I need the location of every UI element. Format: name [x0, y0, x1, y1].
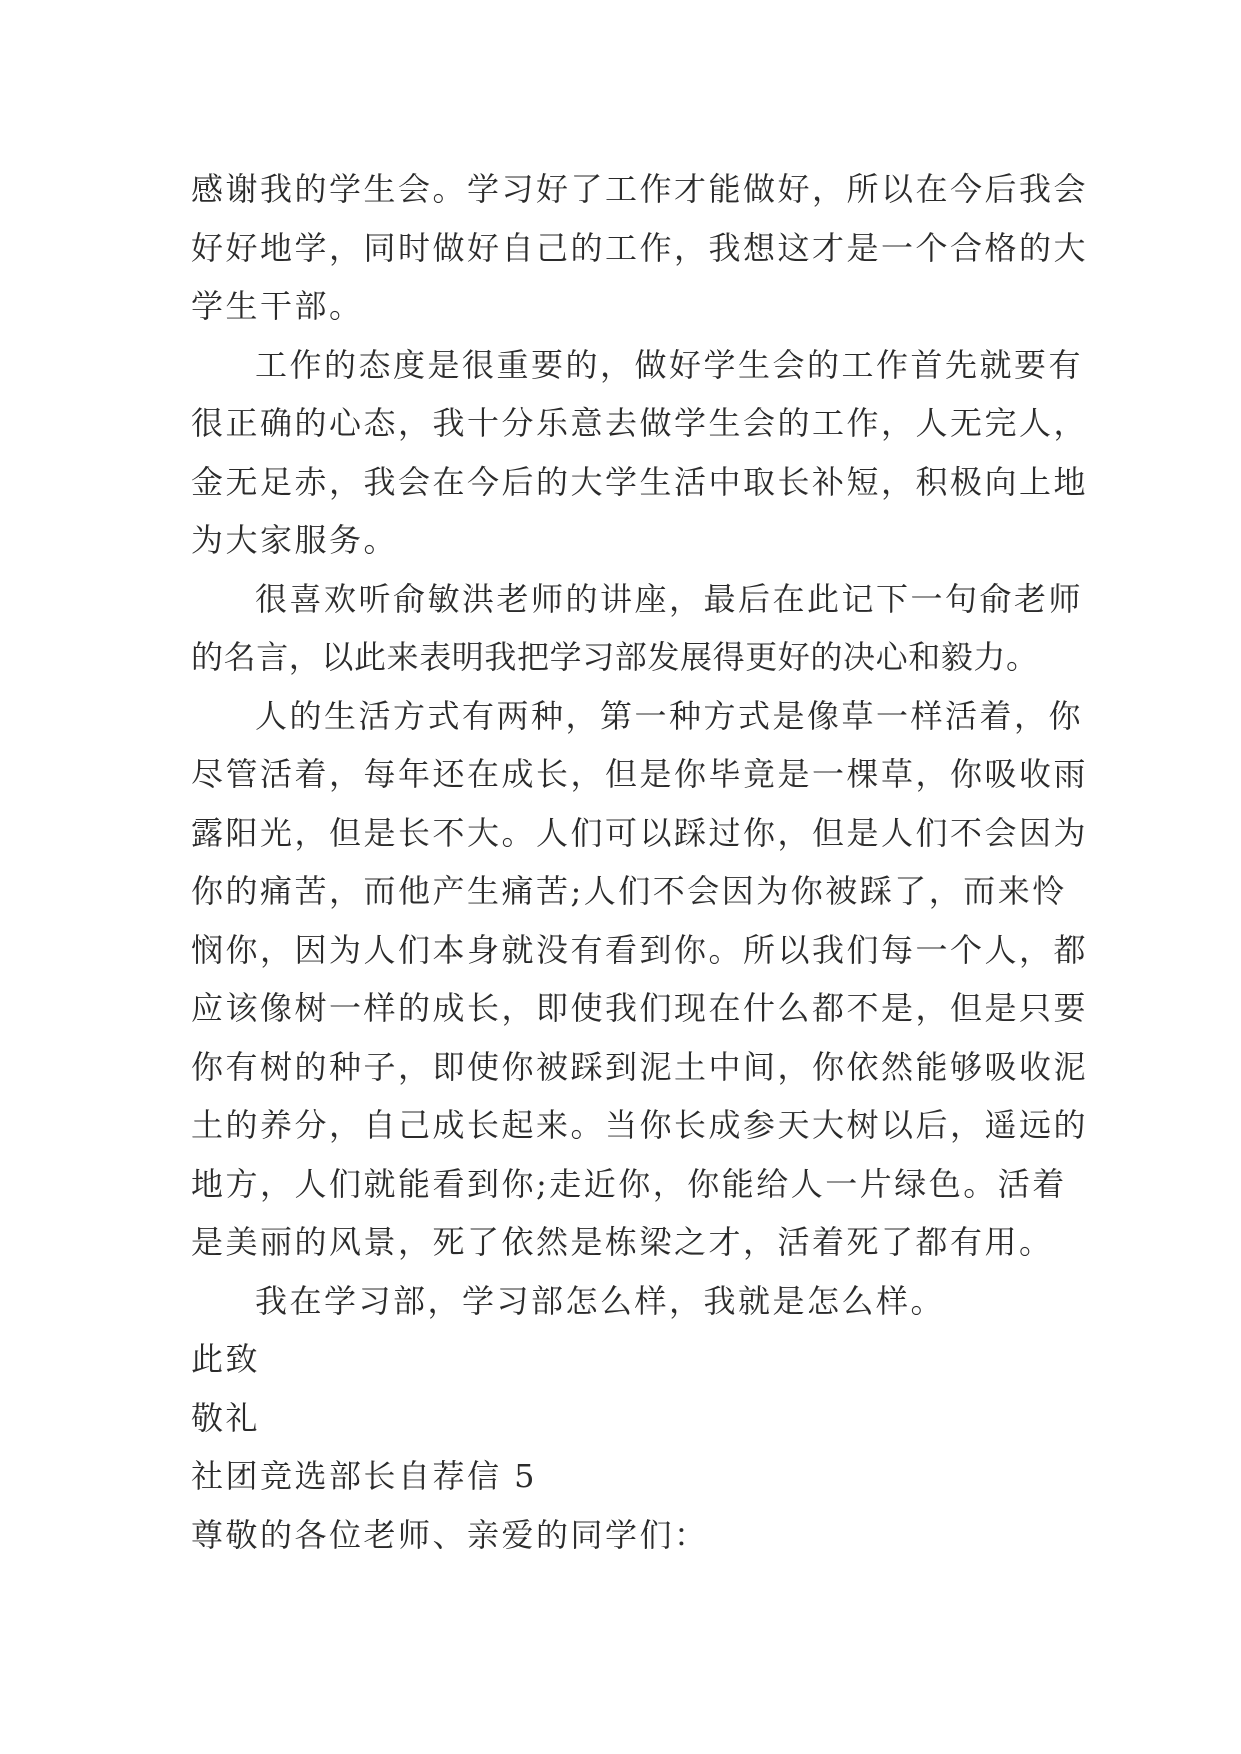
paragraph-line: 应该像树一样的成长，即使我们现在什么都不是，但是只要	[191, 989, 1089, 1027]
paragraph-line: 悯你，因为人们本身就没有看到你。所以我们每一个人，都	[191, 930, 1089, 969]
paragraph-line: 学生干部。	[191, 287, 364, 325]
paragraph-line: 很正确的心态，我十分乐意去做学生会的工作，人无完人，	[191, 404, 1089, 442]
paragraph-line: 地方，人们就能看到你;走近你，你能给人一片绿色。活着	[191, 1164, 1067, 1203]
paragraph-line: 感谢我的学生会。学习好了工作才能做好，所以在今后我会	[191, 170, 1089, 208]
paragraph-line: 很喜欢听俞敏洪老师的讲座，最后在此记下一句俞老师	[255, 579, 1084, 618]
paragraph-line: 你的痛苦，而他产生痛苦;人们不会因为你被踩了，而来怜	[191, 872, 1067, 910]
paragraph-line: 是美丽的风景，死了依然是栋梁之才，活着死了都有用。	[191, 1223, 1054, 1261]
paragraph-line: 土的养分，自己成长起来。当你长成参天大树以后，遥远的	[191, 1106, 1089, 1144]
section-title: 社团竞选部长自荐信 5	[191, 1457, 538, 1495]
paragraph-line: 露阳光，但是长不大。人们可以踩过你，但是人们不会因为	[191, 813, 1089, 852]
paragraph-line: 工作的态度是很重要的，做好学生会的工作首先就要有	[255, 345, 1084, 384]
document-body	[191, 160, 1089, 1564]
paragraph-line: 我在学习部，学习部怎么样，我就是怎么样。	[255, 1281, 946, 1320]
paragraph-line: 你有树的种子，即使你被踩到泥土中间，你依然能够吸收泥	[191, 1047, 1089, 1086]
paragraph-line: 尽管活着，每年还在成长，但是你毕竟是一棵草，你吸收雨	[191, 755, 1089, 793]
paragraph-line: 金无足赤，我会在今后的大学生活中取长补短，积极向上地	[191, 462, 1089, 501]
paragraph-line: 人的生活方式有两种，第一种方式是像草一样活着，你	[255, 696, 1084, 735]
paragraph-line: 为大家服务。	[191, 521, 399, 559]
greeting-line: 尊敬的各位老师、亲爱的同学们：	[191, 1515, 709, 1554]
paragraph-line: 好好地学，同时做好自己的工作，我想这才是一个合格的大	[191, 228, 1089, 267]
paragraph-line: 的名言，以此来表明我把学习部发展得更好的决心和毅力。	[191, 638, 1039, 676]
closing-line: 此致	[191, 1340, 261, 1378]
salutation-line: 敬礼	[191, 1398, 261, 1437]
